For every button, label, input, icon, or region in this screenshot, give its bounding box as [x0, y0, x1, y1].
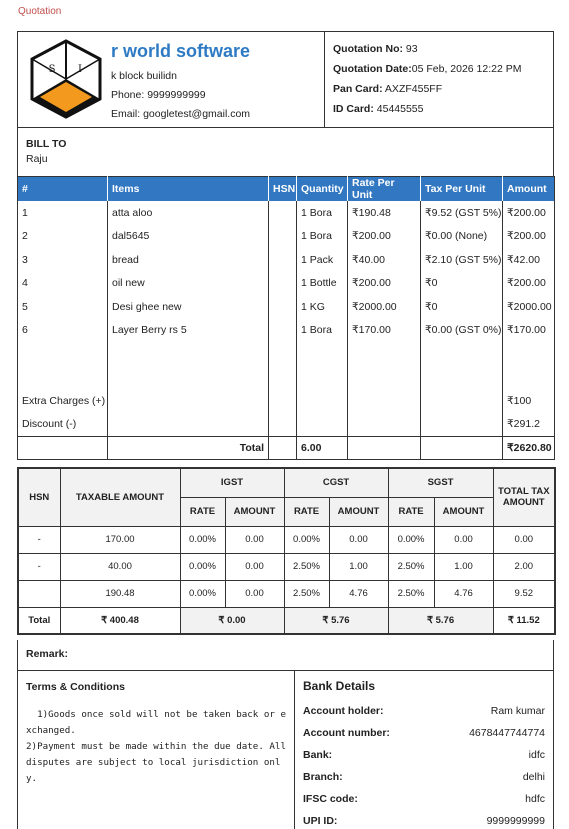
item-name: oil new: [108, 272, 269, 296]
company-email: Email: googletest@gmail.com: [111, 108, 251, 120]
terms-text: 1)Goods once sold will not be taken back or exchanged. 2)Payment must be made within the due date. All disputes are subject to local jurisdiction onl y.: [26, 709, 286, 784]
cgst-rate: 0.00%: [284, 526, 329, 553]
discount-row: [18, 413, 555, 437]
hsn-total-row: [18, 607, 555, 634]
sgst-amount: 1.00: [434, 553, 493, 580]
col-header-amount: Amount: [503, 177, 555, 202]
items-total-row: [18, 436, 555, 460]
discount-value: ₹291.2: [503, 413, 555, 437]
item-tax: ₹0.00 (None): [421, 225, 503, 249]
igst-rate: 0.00%: [180, 580, 225, 607]
col-header-quantity: Quantity: [297, 177, 348, 202]
item-rate: ₹190.48: [348, 201, 421, 225]
hsn-header: HSN: [18, 468, 60, 526]
item-quantity: 1 Bora: [297, 225, 348, 249]
items-header-row: [18, 177, 555, 202]
item-rate: ₹170.00: [348, 319, 421, 343]
hsn-total-tax: ₹ 11.52: [493, 607, 555, 634]
quotation-date: Quotation Date:05 Feb, 2026 12:22 PM: [333, 63, 522, 75]
bank-details-title: Bank Details: [303, 679, 376, 693]
total-tax-amount: 2.00: [493, 553, 555, 580]
cgst-amount-header: AMOUNT: [329, 497, 388, 526]
quotation-meta: [325, 32, 553, 127]
col-header-tax: Tax Per Unit: [421, 177, 503, 202]
item-tax: ₹0: [421, 272, 503, 296]
cgst-rate: 2.50%: [284, 580, 329, 607]
bill-to-name: Raju: [26, 153, 48, 165]
terms-title: Terms & Conditions: [26, 681, 125, 693]
item-name: atta aloo: [108, 201, 269, 225]
extra-charges-value: ₹100: [503, 389, 555, 413]
table-row: [18, 272, 555, 296]
company-phone: Phone: 9999999999: [111, 89, 206, 101]
id-card: ID Card: 45445555: [333, 103, 424, 115]
hsn-code: -: [18, 526, 60, 553]
item-amount: ₹200.00: [503, 272, 555, 296]
items-total-label: Total: [108, 436, 269, 460]
item-rate: ₹200.00: [348, 225, 421, 249]
item-amount: ₹42.00: [503, 248, 555, 272]
igst-amount: 0.00: [225, 526, 284, 553]
bank-ifsc: IFSC code: hdfc: [303, 793, 545, 805]
sgst-header: SGST: [388, 468, 493, 497]
igst-rate: 0.00%: [180, 553, 225, 580]
taxable-amount: 40.00: [60, 553, 180, 580]
company-address: k block builidn: [111, 70, 177, 82]
company-name: r world software: [111, 41, 251, 61]
item-hsn: [269, 201, 297, 225]
item-name: bread: [108, 248, 269, 272]
taxable-header: TAXABLE AMOUNT: [60, 468, 180, 526]
remark-section: [17, 640, 554, 671]
item-quantity: 1 KG: [297, 295, 348, 319]
hsn-total-cgst: ₹ 5.76: [284, 607, 388, 634]
table-row: [18, 295, 555, 319]
company-block: [18, 32, 325, 127]
hsn-code: [18, 580, 60, 607]
igst-amount-header: AMOUNT: [225, 497, 284, 526]
col-header-hsn: HSN: [269, 177, 297, 202]
item-amount: ₹170.00: [503, 319, 555, 343]
col-header-rate: Rate Per Unit: [348, 177, 421, 202]
bank-account-number: Account number: 4678447744774: [303, 727, 545, 739]
bank-details-section: [295, 671, 553, 829]
sgst-rate: 2.50%: [388, 580, 434, 607]
igst-header: IGST: [180, 468, 284, 497]
document-type-label: Quotation: [18, 6, 62, 17]
bank-account-holder: Account holder: Ram kumar: [303, 705, 545, 717]
table-row: [18, 319, 555, 343]
hsn-total-taxable: ₹ 400.48: [60, 607, 180, 634]
hsn-total-igst: ₹ 0.00: [180, 607, 284, 634]
terms-section: [18, 671, 295, 829]
item-index: 3: [22, 253, 28, 266]
item-quantity: 1 Bottle: [297, 272, 348, 296]
cgst-rate-header: RATE: [284, 497, 329, 526]
items-total-qty: 6.00: [297, 436, 348, 460]
item-index: 2: [22, 230, 28, 243]
hsn-code: -: [18, 553, 60, 580]
cgst-amount: 4.76: [329, 580, 388, 607]
item-hsn: [269, 272, 297, 296]
bank-upi: UPI ID: 9999999999: [303, 815, 545, 827]
sgst-rate: 0.00%: [388, 526, 434, 553]
extra-charges-label: Extra Charges (+): [22, 394, 106, 407]
item-tax: ₹0: [421, 295, 503, 319]
item-tax: ₹9.52 (GST 5%): [421, 201, 503, 225]
item-index: 1: [22, 206, 28, 219]
item-name: Desi ghee new: [108, 295, 269, 319]
bill-to-title: BILL TO: [26, 138, 67, 150]
bank-name: Bank: idfc: [303, 749, 545, 761]
logo-letter-right: I: [78, 64, 82, 75]
col-header-index: #: [18, 177, 108, 202]
table-row: [18, 225, 555, 249]
company-info: [111, 41, 250, 127]
igst-rate: 0.00%: [180, 526, 225, 553]
sgst-amount: 0.00: [434, 526, 493, 553]
items-total-amount: ₹2620.80: [503, 436, 555, 460]
item-tax: ₹0.00 (GST 0%): [421, 319, 503, 343]
cgst-amount: 0.00: [329, 526, 388, 553]
items-table: [17, 176, 555, 460]
sgst-rate-header: RATE: [388, 497, 434, 526]
hsn-tax-summary-table: [17, 467, 556, 635]
item-index: 5: [22, 300, 28, 313]
item-amount: ₹200.00: [503, 225, 555, 249]
item-rate: ₹40.00: [348, 248, 421, 272]
sgst-amount: 4.76: [434, 580, 493, 607]
bank-branch: Branch: delhi: [303, 771, 545, 783]
item-amount: ₹200.00: [503, 201, 555, 225]
igst-rate-header: RATE: [180, 497, 225, 526]
table-row: [18, 580, 555, 607]
total-tax-header: TOTAL TAX AMOUNT: [493, 468, 555, 526]
hsn-total-sgst: ₹ 5.76: [388, 607, 493, 634]
logo-letter-left: S: [48, 64, 56, 75]
total-tax-amount: 9.52: [493, 580, 555, 607]
item-tax: ₹2.10 (GST 5%): [421, 248, 503, 272]
total-tax-amount: 0.00: [493, 526, 555, 553]
quotation-header: [17, 31, 554, 128]
item-hsn: [269, 225, 297, 249]
igst-amount: 0.00: [225, 553, 284, 580]
col-header-items: Items: [108, 177, 269, 202]
table-row: [18, 526, 555, 553]
item-quantity: 1 Bora: [297, 201, 348, 225]
item-name: dal5645: [108, 225, 269, 249]
taxable-amount: 190.48: [60, 580, 180, 607]
item-quantity: 1 Pack: [297, 248, 348, 272]
item-name: Layer Berry rs 5: [108, 319, 269, 343]
pan-card: Pan Card: AXZF455FF: [333, 83, 443, 95]
hsn-total-label: Total: [18, 607, 60, 634]
cgst-header: CGST: [284, 468, 388, 497]
item-quantity: 1 Bora: [297, 319, 348, 343]
extra-charges-row: [18, 389, 555, 413]
table-row: [18, 553, 555, 580]
item-hsn: [269, 248, 297, 272]
company-logo-icon: [30, 39, 102, 119]
quotation-number: Quotation No: 93: [333, 43, 418, 55]
item-hsn: [269, 319, 297, 343]
cgst-amount: 1.00: [329, 553, 388, 580]
item-index: 4: [22, 277, 28, 290]
taxable-amount: 170.00: [60, 526, 180, 553]
item-rate: ₹200.00: [348, 272, 421, 296]
blank-row: [18, 342, 555, 389]
discount-label: Discount (-): [22, 418, 77, 430]
sgst-amount-header: AMOUNT: [434, 497, 493, 526]
sgst-rate: 2.50%: [388, 553, 434, 580]
table-row: [18, 201, 555, 225]
item-rate: ₹2000.00: [348, 295, 421, 319]
item-index: 6: [22, 324, 28, 337]
cgst-rate: 2.50%: [284, 553, 329, 580]
igst-amount: 0.00: [225, 580, 284, 607]
table-row: [18, 248, 555, 272]
footer-section: [17, 671, 554, 829]
item-hsn: [269, 295, 297, 319]
item-amount: ₹2000.00: [503, 295, 555, 319]
remark-label: Remark:: [26, 648, 69, 660]
bill-to-section: [17, 128, 554, 176]
